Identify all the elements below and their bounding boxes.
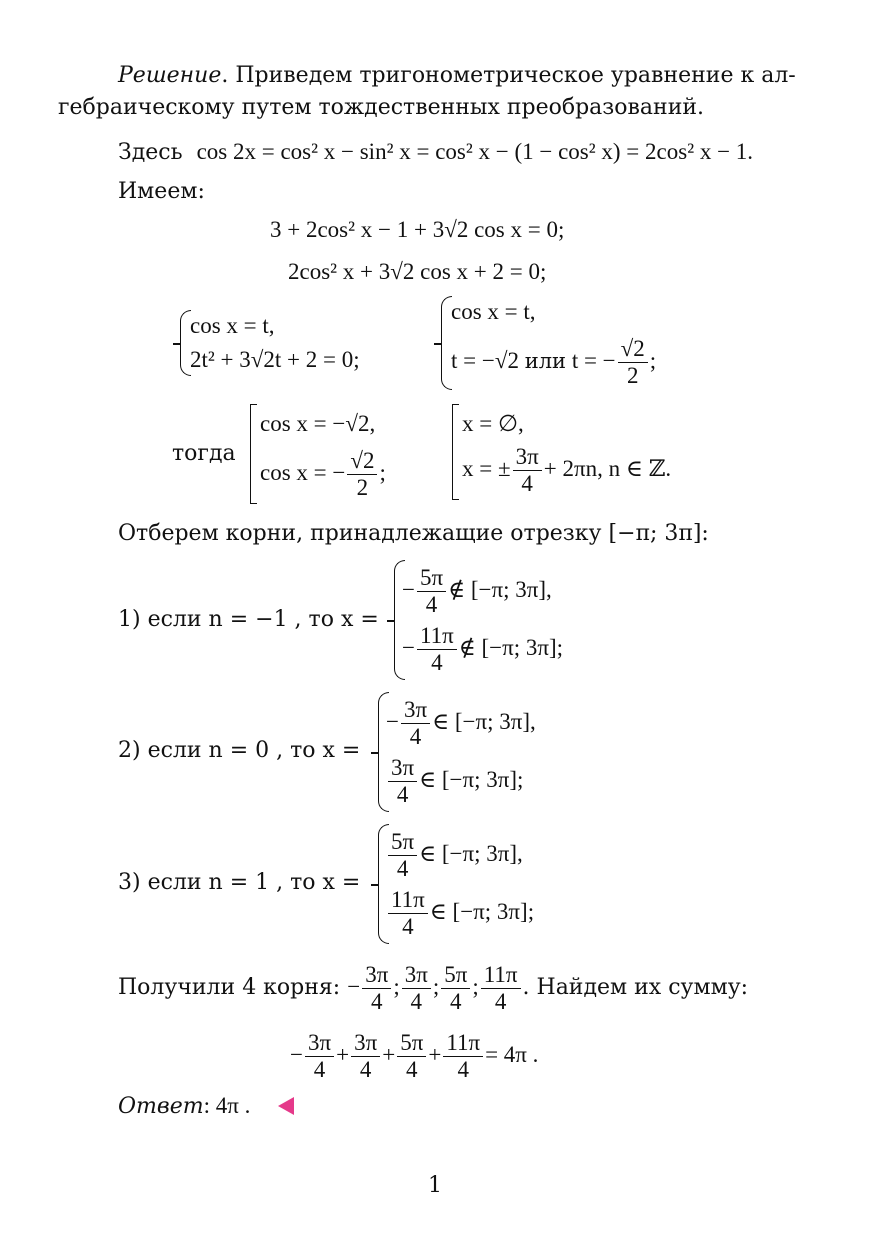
fraction — [417, 623, 457, 676]
fraction-denominator: 2 — [356, 475, 369, 501]
root-fraction-3 — [441, 962, 470, 1015]
fraction — [388, 887, 428, 940]
t-value-2: t = − — [571, 348, 616, 373]
fraction-numerator: 3π — [305, 1030, 334, 1057]
identity-formula: cos 2x = cos² x − sin² x = cos² x − (1 − cos² x) = 2cos² x − 1. — [196, 139, 754, 164]
fraction-denominator: 4 — [402, 914, 414, 940]
fraction — [417, 565, 446, 618]
fraction-numerator: 11π — [481, 962, 521, 989]
case-1-label: 1) если n = −1 , то x = — [118, 607, 379, 632]
root-fraction-1 — [362, 962, 391, 1015]
period-term: + 2πn, n ∈ ℤ. — [543, 456, 672, 481]
page-number: 1 — [428, 1173, 442, 1198]
identity-line — [118, 138, 753, 167]
fraction-denominator: 4 — [371, 989, 383, 1015]
fraction-denominator: 4 — [359, 1057, 372, 1083]
sign: − — [402, 577, 415, 602]
case-3-root-2 — [386, 884, 534, 940]
relation: ∈ [−π; 3π]; — [419, 767, 524, 792]
set-1-row-1: cos x = −√2, — [260, 411, 376, 436]
root-fraction-2 — [402, 962, 431, 1015]
fraction-numerator: 5π — [388, 829, 417, 856]
fraction-denominator: 4 — [457, 1057, 469, 1083]
case-1-root-2 — [402, 620, 563, 676]
fraction-numerator: 5π — [441, 962, 470, 989]
semicolon: ; — [379, 460, 386, 485]
fraction-numerator: 3π — [513, 444, 542, 471]
solution-label: Решение — [118, 63, 222, 88]
t-value-1: t = −√2 — [451, 348, 519, 373]
fraction-denominator: 4 — [396, 856, 409, 882]
answer-value: : 4π . — [203, 1093, 251, 1118]
fraction-numerator: √2 — [347, 448, 377, 475]
sum-result: = 4π . — [485, 1042, 539, 1067]
fraction-denominator: 4 — [521, 471, 533, 497]
case-2-root-1 — [386, 694, 536, 750]
roots-line — [118, 958, 748, 1017]
case-3-label: 3) если n = 1 , то x = — [118, 870, 361, 895]
system-1-row-1: cos x = t, — [190, 313, 275, 338]
intro-text-1: . Приведем тригонометрическое уравнение к ал- — [221, 63, 796, 88]
sum-fraction-1 — [305, 1030, 334, 1083]
case-2-root-2 — [386, 752, 523, 808]
fraction — [388, 829, 417, 882]
fraction — [401, 697, 430, 750]
fraction-denominator: 4 — [396, 782, 409, 808]
fraction-numerator: √2 — [618, 336, 648, 363]
fraction-numerator: 3π — [362, 962, 391, 989]
relation: ∉ [−π; 3π], — [448, 577, 552, 602]
fraction-numerator: 11π — [417, 623, 457, 650]
sign: − — [386, 709, 399, 734]
fraction-numerator: 3π — [402, 962, 431, 989]
fraction-numerator: 3π — [401, 697, 430, 724]
answer-label: Ответ — [118, 1094, 204, 1119]
fraction-3pi-over-4 — [513, 444, 542, 497]
set-2-row-1: x = ∅, — [462, 411, 524, 436]
set-bracket-1 — [250, 404, 257, 504]
case-3-root-1 — [386, 826, 523, 882]
here-prefix: Здесь — [118, 140, 183, 165]
intro-line-1 — [118, 62, 796, 90]
fraction-denominator: 4 — [409, 724, 422, 750]
x-plus-minus: x = ± — [462, 456, 511, 481]
fraction-denominator: 4 — [313, 1057, 326, 1083]
fraction-denominator: 4 — [450, 989, 462, 1015]
sum-fraction-3 — [397, 1030, 426, 1083]
system-2-row-2 — [451, 332, 656, 390]
fraction-numerator: 11π — [388, 887, 428, 914]
cos-minus: cos x = − — [260, 460, 346, 485]
set-bracket-2 — [452, 404, 459, 500]
set-1-row-2 — [260, 444, 386, 502]
imeem-label: Имеем: — [118, 179, 205, 204]
fraction-sqrt2-over-2 — [618, 336, 648, 389]
roots-list: − $\frac{3\pi}{4}$ ; $\frac{3\pi}{4}$ ; $\frac{5\pi}{4}$ ; $\frac{11\pi}{4}$ — [347, 974, 522, 999]
semicolon: ; — [649, 348, 657, 373]
set-2-row-2 — [462, 440, 671, 498]
fraction-numerator: 5π — [417, 565, 446, 592]
or-word: или — [524, 349, 567, 373]
select-roots-text: Отберем корни, принадлежащие отрезку [−π; 3π]: — [118, 521, 709, 546]
roots-prefix: Получили 4 корня: — [118, 975, 341, 1000]
fraction-denominator: 4 — [494, 989, 507, 1015]
relation: ∈ [−π; 3π], — [419, 841, 523, 866]
system-1-row-2: 2t² + 3√2t + 2 = 0; — [190, 347, 360, 372]
relation: ∈ [−π; 3π]; — [429, 899, 535, 924]
case-2-label: 2) если n = 0 , то x = — [118, 738, 361, 763]
relation: ∉ [−π; 3π]; — [458, 635, 564, 660]
sum-line: − $\frac{3\pi}{4}$ + $\frac{3\pi}{4}$ + $\frac{5\pi}{4}$ + $\frac{11\pi}{4}$ = 4π . — [290, 1030, 539, 1083]
relation: ∈ [−π; 3π], — [432, 709, 536, 734]
fraction-denominator: 4 — [406, 1057, 418, 1083]
fraction-numerator: 11π — [443, 1030, 483, 1057]
fraction — [388, 755, 417, 808]
fraction-numerator: 5π — [397, 1030, 426, 1057]
equation-2: 2cos² x + 3√2 cos x + 2 = 0; — [288, 259, 547, 284]
fraction-denominator: 4 — [425, 592, 438, 618]
fraction-denominator: 2 — [626, 363, 639, 389]
fraction-denominator: 4 — [431, 650, 443, 676]
equation-1: 3 + 2cos² x − 1 + 3√2 cos x = 0; — [270, 217, 565, 242]
sign: − — [402, 635, 415, 660]
fraction-numerator: 3π — [351, 1030, 380, 1057]
root-fraction-4 — [481, 962, 521, 1015]
system-2-row-1: cos x = t, — [451, 299, 536, 324]
sum-fraction-2 — [351, 1030, 380, 1083]
fraction-numerator: 3π — [388, 755, 417, 782]
togda-label: тогда — [172, 441, 236, 466]
roots-suffix: . Найдем их сумму: — [522, 975, 749, 1000]
end-marker-icon — [278, 1097, 294, 1115]
fraction-denominator: 4 — [410, 989, 423, 1015]
answer-line — [118, 1092, 250, 1121]
fraction-sqrt2-over-2 — [347, 448, 377, 501]
case-1-root-1 — [402, 562, 552, 618]
intro-line-2: гебраическому путем тождественных преобразований. — [58, 95, 705, 120]
sum-fraction-4 — [443, 1030, 483, 1083]
